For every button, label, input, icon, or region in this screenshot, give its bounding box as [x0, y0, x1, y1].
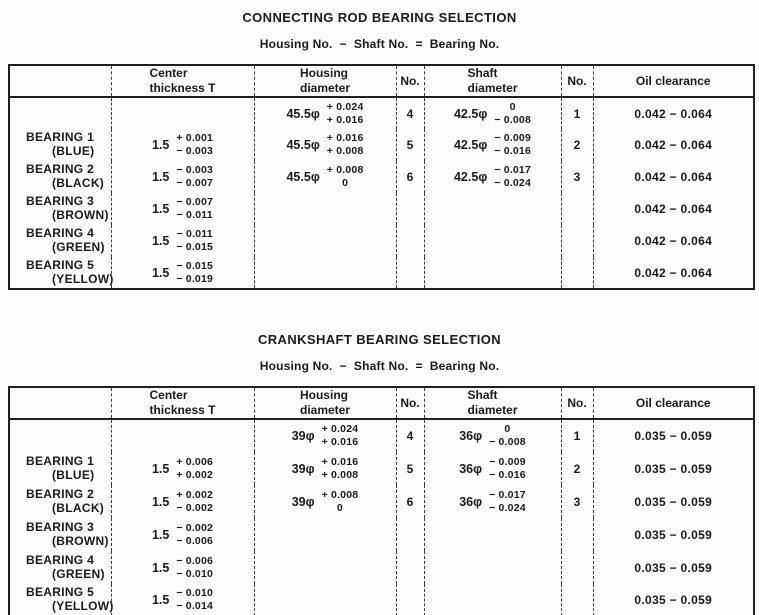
- center-thickness-cell: [111, 584, 254, 615]
- shaft-diameter-cell: [424, 452, 561, 485]
- housing-diameter-cell: [254, 518, 396, 551]
- housing-diameter-base: 39φ: [291, 461, 315, 476]
- table-row: [9, 97, 754, 129]
- bearing-cell: [9, 161, 111, 193]
- bearing-cell: [9, 518, 111, 551]
- tolerance-group: [286, 164, 363, 189]
- center-thickness-cell: [111, 419, 254, 452]
- shaft-no-cell: [561, 584, 593, 615]
- center-thickness-lower: − 0.015: [176, 241, 214, 253]
- shaft-diameter-cell: [424, 257, 561, 289]
- center-thickness-upper: + 0.002: [176, 488, 214, 501]
- tolerance-group: [292, 456, 359, 481]
- center-thickness-lower: + 0.002: [176, 468, 214, 481]
- bearing-name: BEARING 2: [26, 162, 95, 177]
- center-thickness-upper: − 0.002: [176, 521, 214, 534]
- housing-diameter-upper: + 0.024: [321, 423, 359, 436]
- housing-no-cell: 5: [396, 452, 424, 485]
- tolerance-group: [286, 132, 363, 157]
- center-thickness-upper: − 0.015: [176, 259, 214, 272]
- tolerance-group: [152, 456, 213, 481]
- housing-no-header: No.: [396, 387, 424, 419]
- center-thickness-base: 1.5: [151, 461, 170, 476]
- shaft-no-cell: 2: [561, 452, 593, 485]
- shaft-diameter-cell: [424, 485, 561, 518]
- housing-no-cell: [396, 193, 424, 225]
- housing-no-cell: [396, 551, 424, 584]
- oil-clearance-cell: 0.035 − 0.059: [593, 485, 754, 518]
- header-line: thickness T: [149, 81, 216, 95]
- tolerance-stack: [176, 489, 213, 514]
- page: [0, 10, 759, 615]
- shaft-diameter-cell: [424, 225, 561, 257]
- center-thickness-header: [111, 65, 254, 97]
- housing-diameter-lower: 0: [342, 177, 349, 189]
- housing-no-cell: 4: [396, 419, 424, 452]
- housing-diameter-lower: + 0.008: [321, 468, 359, 481]
- crankshaft-title: CRANKSHAFT BEARING SELECTION: [257, 332, 502, 347]
- bearing-cell: [9, 419, 111, 452]
- housing-diameter-cell: [254, 97, 396, 129]
- center-thickness-cell: [111, 257, 254, 289]
- housing-diameter-cell: [254, 584, 396, 615]
- table-row: [9, 225, 754, 257]
- housing-no-cell: 6: [396, 485, 424, 518]
- oil-clearance-cell: 0.042 − 0.064: [593, 193, 754, 225]
- housing-diameter-lower: 0: [336, 501, 343, 514]
- housing-diameter-cell: [254, 485, 396, 518]
- tolerance-stack: [176, 196, 213, 221]
- housing-diameter-upper: + 0.016: [326, 132, 364, 145]
- table-body: [9, 97, 754, 289]
- center-thickness-lower: − 0.003: [176, 145, 214, 157]
- housing-diameter-cell: [254, 193, 396, 225]
- shaft-diameter-upper: − 0.017: [494, 164, 531, 177]
- housing-diameter-lower: + 0.016: [321, 436, 359, 448]
- center-thickness-cell: [111, 225, 254, 257]
- connecting-rod-section: [0, 10, 759, 290]
- bearing-cell: [9, 584, 114, 615]
- center-thickness-cell: [111, 518, 254, 551]
- tolerance-stack: [322, 423, 359, 448]
- center-thickness-upper: − 0.003: [176, 164, 214, 177]
- table-header: [9, 65, 754, 97]
- shaft-no-cell: [561, 551, 593, 584]
- center-thickness-upper: − 0.006: [176, 554, 214, 567]
- shaft-diameter-header: [424, 65, 561, 97]
- shaft-no-cell: 3: [561, 485, 593, 518]
- shaft-no-cell: [561, 193, 593, 225]
- bearing-name: BEARING 5: [26, 585, 95, 600]
- shaft-no-cell: [561, 518, 593, 551]
- bearing-color: (BROWN): [52, 208, 109, 222]
- header-text: [467, 388, 517, 418]
- housing-diameter-cell: [254, 225, 396, 257]
- center-thickness-base: 1.5: [151, 527, 170, 542]
- bearing-cell: [9, 225, 111, 257]
- shaft-diameter-base: 42.5φ: [453, 170, 488, 184]
- table-row: [9, 485, 754, 518]
- bearing-column-header: [9, 65, 111, 97]
- tolerance-stack: [489, 456, 526, 481]
- center-thickness-upper: − 0.010: [176, 587, 214, 600]
- center-thickness-cell: [111, 452, 254, 485]
- table-row: [9, 518, 754, 551]
- oil-clearance-cell: 0.035 − 0.059: [593, 551, 754, 584]
- housing-diameter-upper: + 0.016: [321, 455, 359, 468]
- oil-clearance-cell: 0.042 − 0.064: [593, 129, 754, 161]
- housing-diameter-base: 39φ: [291, 429, 315, 443]
- housing-no-header: No.: [396, 65, 424, 97]
- center-thickness-lower: − 0.002: [176, 501, 214, 514]
- shaft-diameter-upper: 0: [509, 100, 516, 113]
- bearing-color: (BLUE): [52, 467, 95, 482]
- header-line: diameter: [299, 403, 351, 417]
- housing-diameter-upper: + 0.024: [326, 100, 364, 113]
- center-thickness-cell: [111, 551, 254, 584]
- housing-no-cell: [396, 518, 424, 551]
- tolerance-group: [286, 101, 363, 126]
- shaft-diameter-lower: − 0.008: [494, 113, 531, 126]
- tolerance-stack: [176, 555, 213, 580]
- center-thickness-base: 1.5: [151, 202, 170, 216]
- connecting-rod-title: CONNECTING ROD BEARING SELECTION: [242, 10, 517, 25]
- tolerance-group: [454, 132, 531, 157]
- center-thickness-upper: − 0.007: [176, 196, 214, 209]
- shaft-diameter-lower: − 0.024: [494, 177, 531, 189]
- shaft-diameter-cell: [424, 193, 561, 225]
- header-line: Housing: [299, 66, 348, 80]
- center-thickness-lower: − 0.014: [176, 600, 214, 612]
- bearing-cell: [9, 485, 111, 518]
- shaft-diameter-upper: − 0.017: [489, 488, 526, 501]
- housing-diameter-header: [254, 65, 396, 97]
- center-thickness-base: 1.5: [151, 593, 170, 607]
- bearing-cell: [9, 257, 114, 289]
- bearing-name: BEARING 5: [26, 257, 95, 272]
- header-text: [300, 388, 350, 418]
- center-thickness-cell: [111, 193, 254, 225]
- tolerance-group: [152, 489, 213, 514]
- bearing-name: BEARING 3: [26, 194, 95, 209]
- shaft-no-cell: [561, 257, 593, 289]
- shaft-no-cell: 1: [561, 419, 593, 452]
- table-body: [9, 419, 754, 615]
- crankshaft-section: [0, 332, 759, 615]
- shaft-diameter-lower: − 0.016: [494, 145, 531, 157]
- table-row: [9, 129, 754, 161]
- center-thickness-lower: − 0.007: [176, 177, 214, 189]
- shaft-diameter-base: 42.5φ: [453, 138, 488, 152]
- header-text: [467, 66, 517, 96]
- center-thickness-lower: − 0.006: [176, 534, 214, 547]
- header-text: [149, 66, 215, 96]
- housing-no-cell: [396, 584, 424, 615]
- tolerance-group: [459, 489, 526, 514]
- table-row: [9, 551, 754, 584]
- tolerance-group: [152, 522, 213, 547]
- oil-clearance-cell: 0.042 − 0.064: [593, 257, 754, 289]
- center-thickness-cell: [111, 129, 254, 161]
- housing-diameter-cell: [254, 419, 396, 452]
- center-thickness-cell: [111, 97, 254, 129]
- header-line: Housing: [299, 388, 348, 402]
- center-thickness-base: 1.5: [151, 234, 170, 248]
- housing-diameter-base: 45.5φ: [286, 106, 320, 121]
- housing-diameter-upper: + 0.008: [321, 488, 359, 501]
- table-row: [9, 584, 754, 615]
- bearing-color: (YELLOW): [52, 271, 114, 286]
- shaft-no-cell: 1: [561, 97, 593, 129]
- tolerance-stack: [322, 489, 359, 514]
- tolerance-stack: [176, 456, 213, 481]
- crankshaft-formula: Housing No. − Shaft No. = Bearing No.: [259, 359, 500, 373]
- oil-clearance-header: Oil clearance: [593, 387, 754, 419]
- header-row: [9, 65, 754, 97]
- center-thickness-lower: − 0.019: [176, 272, 214, 285]
- header-row: [9, 387, 754, 419]
- connecting-rod-formula: Housing No. − Shaft No. = Bearing No.: [259, 37, 500, 51]
- center-thickness-upper: + 0.006: [176, 455, 214, 468]
- bearing-cell: [9, 551, 111, 584]
- table-row: [9, 193, 754, 225]
- shaft-diameter-upper: 0: [504, 423, 511, 436]
- bearing-column-header: [9, 387, 111, 419]
- housing-diameter-cell: [254, 452, 396, 485]
- oil-clearance-cell: 0.042 − 0.064: [593, 161, 754, 193]
- center-thickness-base: 1.5: [151, 170, 170, 184]
- bearing-color: (GREEN): [52, 240, 105, 254]
- shaft-no-cell: 3: [561, 161, 593, 193]
- tolerance-stack: [176, 164, 213, 189]
- tolerance-group: [152, 164, 213, 189]
- center-thickness-lower: − 0.011: [176, 209, 213, 221]
- bearing-cell: [9, 452, 111, 485]
- tolerance-group: [292, 489, 359, 514]
- shaft-no-header: No.: [561, 387, 593, 419]
- header-line: diameter: [467, 81, 518, 95]
- shaft-diameter-base: 42.5φ: [453, 106, 488, 121]
- bearing-name: BEARING 2: [26, 486, 95, 501]
- oil-clearance-header: Oil clearance: [593, 65, 754, 97]
- table-row: [9, 161, 754, 193]
- housing-diameter-cell: [254, 129, 396, 161]
- shaft-diameter-lower: − 0.016: [489, 468, 526, 481]
- center-thickness-upper: − 0.011: [176, 228, 213, 241]
- tolerance-stack: [176, 228, 213, 253]
- center-thickness-cell: [111, 485, 254, 518]
- oil-clearance-cell: 0.035 − 0.059: [593, 584, 754, 615]
- shaft-diameter-cell: [424, 584, 561, 615]
- header-line: thickness T: [149, 403, 216, 417]
- header-line: diameter: [467, 403, 518, 417]
- center-thickness-cell: [111, 161, 254, 193]
- housing-no-cell: [396, 257, 424, 289]
- shaft-diameter-base: 36φ: [459, 494, 483, 509]
- tolerance-stack: [494, 101, 531, 126]
- tolerance-stack: [176, 587, 213, 612]
- tolerance-stack: [176, 522, 213, 547]
- tolerance-group: [152, 260, 213, 285]
- bearing-cell: [9, 129, 111, 161]
- housing-no-cell: 6: [396, 161, 424, 193]
- housing-diameter-base: 39φ: [291, 494, 315, 509]
- bearing-cell: [9, 97, 111, 129]
- table-row: [9, 257, 754, 289]
- center-thickness-base: 1.5: [151, 138, 170, 152]
- crankshaft-table: [8, 386, 755, 615]
- bearing-name: BEARING 1: [26, 453, 95, 468]
- tolerance-group: [459, 423, 526, 448]
- connecting-rod-table: [8, 64, 755, 290]
- tolerance-stack: [489, 423, 526, 448]
- tolerance-stack: [327, 164, 364, 189]
- tolerance-stack: [494, 164, 531, 189]
- tolerance-stack: [494, 132, 531, 157]
- shaft-diameter-cell: [424, 551, 561, 584]
- tolerance-group: [152, 228, 213, 253]
- shaft-diameter-lower: − 0.024: [489, 501, 526, 514]
- housing-diameter-cell: [254, 551, 396, 584]
- bearing-color: (BLACK): [52, 500, 105, 515]
- housing-diameter-cell: [254, 161, 396, 193]
- oil-clearance-cell: 0.042 − 0.064: [593, 225, 754, 257]
- shaft-diameter-lower: − 0.008: [489, 436, 526, 448]
- housing-no-cell: 5: [396, 129, 424, 161]
- tolerance-stack: [176, 260, 213, 285]
- tolerance-group: [454, 101, 531, 126]
- housing-diameter-header: [254, 387, 396, 419]
- tolerance-group: [152, 196, 213, 221]
- oil-clearance-cell: 0.035 − 0.059: [593, 518, 754, 551]
- shaft-no-header: No.: [561, 65, 593, 97]
- tolerance-group: [152, 555, 213, 580]
- bearing-color: (BROWN): [52, 533, 109, 548]
- center-thickness-header: [111, 387, 254, 419]
- housing-no-cell: 4: [396, 97, 424, 129]
- shaft-diameter-cell: [424, 97, 561, 129]
- oil-clearance-cell: 0.035 − 0.059: [593, 419, 754, 452]
- tolerance-group: [152, 587, 213, 612]
- header-text: [300, 66, 350, 96]
- tolerance-group: [454, 164, 531, 189]
- center-thickness-base: 1.5: [151, 265, 170, 280]
- header-line: diameter: [299, 81, 351, 95]
- oil-clearance-cell: 0.042 − 0.064: [593, 97, 754, 129]
- bearing-color: (YELLOW): [52, 599, 114, 613]
- shaft-no-cell: 2: [561, 129, 593, 161]
- center-thickness-base: 1.5: [151, 560, 170, 575]
- table-header: [9, 387, 754, 419]
- housing-diameter-lower: + 0.016: [326, 113, 364, 126]
- table-row: [9, 452, 754, 485]
- shaft-diameter-cell: [424, 419, 561, 452]
- bearing-name: BEARING 4: [26, 226, 95, 241]
- tolerance-group: [459, 456, 526, 481]
- housing-diameter-cell: [254, 257, 396, 289]
- bearing-name: BEARING 4: [26, 552, 95, 567]
- tolerance-group: [152, 132, 213, 157]
- header-line: Center: [149, 388, 188, 402]
- center-thickness-lower: − 0.010: [176, 567, 214, 580]
- shaft-diameter-header: [424, 387, 561, 419]
- housing-diameter-lower: + 0.008: [326, 145, 364, 157]
- bearing-cell: [9, 193, 111, 225]
- table-row: [9, 419, 754, 452]
- shaft-diameter-cell: [424, 161, 561, 193]
- shaft-diameter-base: 36φ: [459, 429, 483, 443]
- bearing-color: (GREEN): [52, 566, 105, 581]
- housing-diameter-base: 45.5φ: [286, 170, 320, 184]
- oil-clearance-cell: 0.035 − 0.059: [593, 452, 754, 485]
- tolerance-stack: [327, 132, 364, 157]
- header-line: Shaft: [467, 388, 498, 402]
- shaft-diameter-base: 36φ: [459, 461, 483, 476]
- shaft-no-cell: [561, 225, 593, 257]
- shaft-diameter-upper: − 0.009: [494, 132, 531, 145]
- housing-no-cell: [396, 225, 424, 257]
- bearing-color: (BLUE): [52, 144, 95, 158]
- header-text: [149, 388, 215, 418]
- tolerance-stack: [489, 489, 526, 514]
- tolerance-stack: [327, 101, 364, 126]
- tolerance-stack: [176, 132, 213, 157]
- shaft-diameter-cell: [424, 129, 561, 161]
- shaft-diameter-upper: − 0.009: [489, 455, 526, 468]
- center-thickness-upper: + 0.001: [176, 132, 214, 145]
- housing-diameter-upper: + 0.008: [326, 164, 364, 177]
- tolerance-group: [292, 423, 359, 448]
- tolerance-stack: [322, 456, 359, 481]
- bearing-name: BEARING 1: [26, 130, 95, 145]
- housing-diameter-base: 45.5φ: [286, 138, 320, 152]
- shaft-diameter-cell: [424, 518, 561, 551]
- center-thickness-base: 1.5: [151, 494, 170, 509]
- bearing-name: BEARING 3: [26, 519, 95, 534]
- bearing-color: (BLACK): [52, 176, 105, 190]
- header-line: Shaft: [467, 66, 498, 80]
- header-line: Center: [149, 66, 188, 80]
